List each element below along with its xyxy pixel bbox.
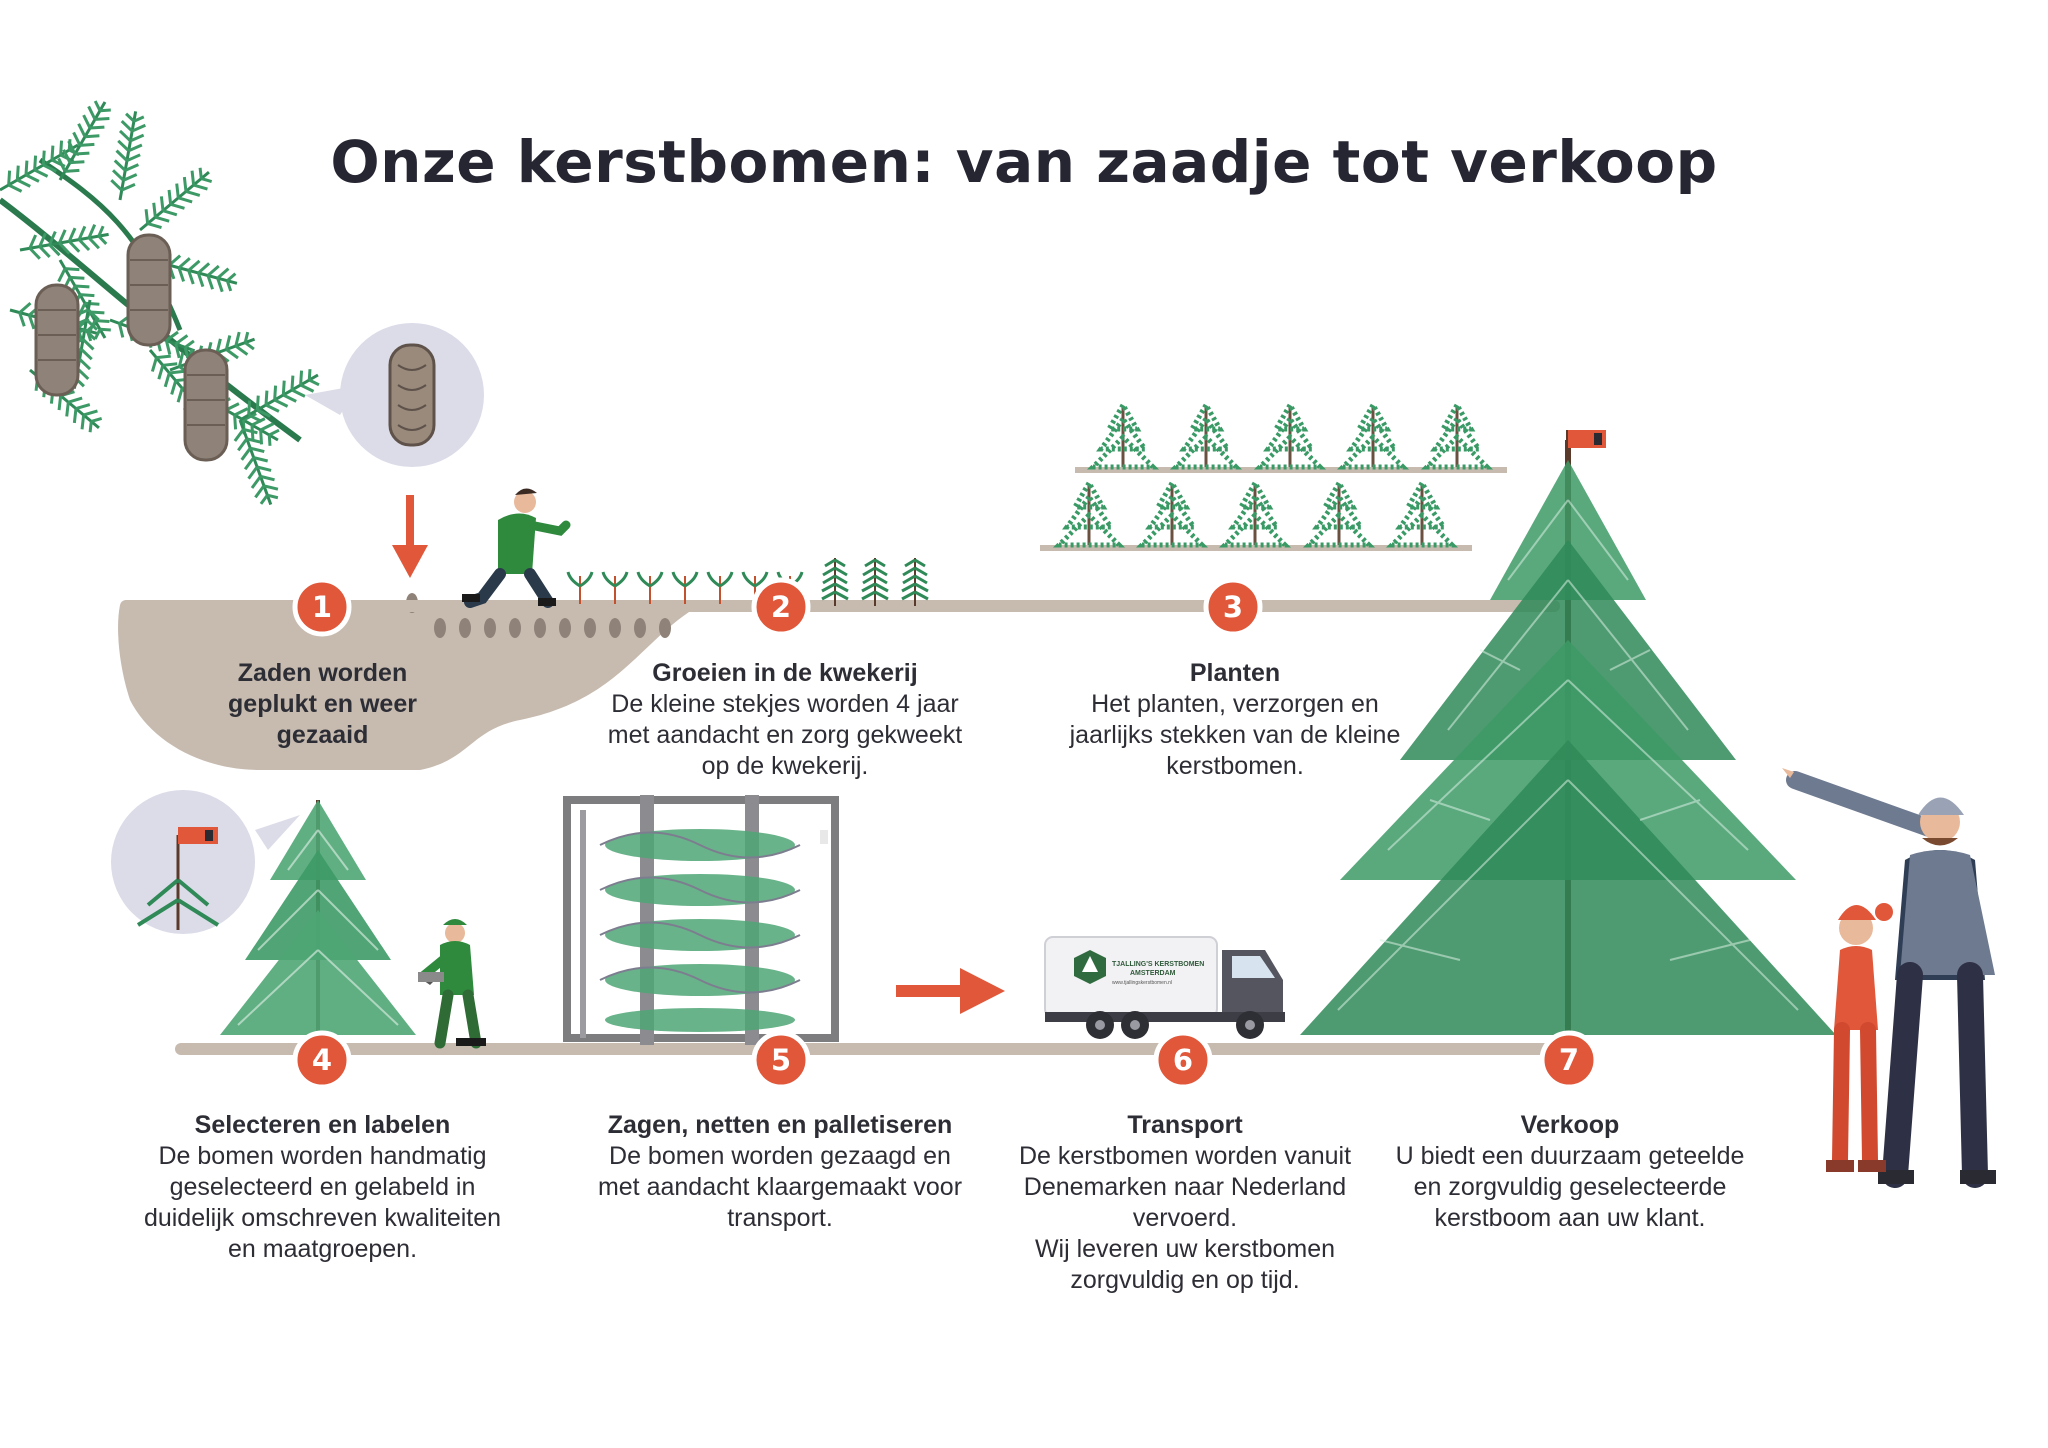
step-6-heading: Transport <box>1127 1111 1243 1139</box>
truck-logo-url: www.tjallingskerstbomen.nl <box>1112 980 1173 986</box>
svg-text:4: 4 <box>311 1043 333 1077</box>
svg-text:5: 5 <box>770 1043 792 1077</box>
step-2-description: De kleine stekjes worden 4 jaar met aandacht en zorg gekweekt op de kwekerij. <box>607 690 963 780</box>
step-3-text <box>1040 658 1430 782</box>
step-5-heading: Zagen, netten en palletiseren <box>607 1111 953 1139</box>
seed-cone-bubble <box>305 323 484 467</box>
ground-line-bottom <box>175 1043 1595 1055</box>
step-badge-4 <box>295 1033 349 1087</box>
label-bubble <box>111 790 300 934</box>
step-1-heading: Zaden worden geplukt en weer gezaaid <box>228 659 417 749</box>
step-7-heading: Verkoop <box>1520 1111 1620 1139</box>
step-5-text <box>570 1110 990 1234</box>
step-1-text <box>180 658 465 751</box>
step-badge-6 <box>1156 1033 1210 1087</box>
step-5-description: De bomen worden gezaagd en met aandacht klaargemaakt voor transport. <box>597 1142 963 1232</box>
step-4-heading: Selecteren en labelen <box>194 1111 451 1139</box>
delivery-truck <box>1045 937 1285 1039</box>
step-badge-1 <box>295 580 349 634</box>
step-2-heading: Groeien in de kwekerij <box>652 659 918 687</box>
step-badge-7 <box>1542 1033 1596 1087</box>
step-badge-2 <box>754 580 808 634</box>
step-4-description: De bomen worden handmatig geselecteerd en gelabeld in duidelijk omschreven kwaliteiten en maatgroepen. <box>143 1142 502 1263</box>
step-6-description: De kerstbomen worden vanuit Denemarken naar Nederland vervoerd. Wij leveren uw kerstbomen zorgvuldig en op tijd. <box>1018 1142 1352 1294</box>
right-arrow-icon <box>896 968 1005 1014</box>
step-3-heading: Planten <box>1189 659 1281 687</box>
truck-logo-name: TJALLING'S KERSTBOMEN <box>1112 961 1205 968</box>
customer-family <box>1782 768 1996 1184</box>
svg-text:6: 6 <box>1172 1043 1194 1077</box>
step-4-text <box>125 1110 520 1265</box>
step-2-text <box>570 658 1000 782</box>
plantation-rows <box>1040 405 1507 551</box>
step-7-description: U biedt een duurzaam geteelde en zorgvuldig geselecteerde kerstboom aan uw klant. <box>1395 1142 1745 1232</box>
svg-text:1: 1 <box>311 590 333 624</box>
svg-text:7: 7 <box>1558 1043 1580 1077</box>
page-title: Onze kerstbomen: van zaadje tot verkoop <box>330 128 1718 196</box>
down-arrow-icon <box>392 495 428 578</box>
netting-machine <box>567 795 835 1045</box>
step-7-text <box>1375 1110 1765 1234</box>
step-badge-5 <box>754 1033 808 1087</box>
svg-text:3: 3 <box>1222 590 1244 624</box>
step-3-description: Het planten, verzorgen en jaarlijks stekken van de kleine kerstbomen. <box>1069 690 1401 780</box>
lumberjack-figure <box>418 919 486 1046</box>
svg-text:2: 2 <box>770 590 792 624</box>
farmer-figure <box>462 488 566 606</box>
nursery-seedlings <box>568 558 928 606</box>
truck-logo-city: AMSTERDAM <box>1130 970 1176 977</box>
step-6-text <box>1000 1110 1370 1296</box>
step-badge-3 <box>1206 580 1260 634</box>
